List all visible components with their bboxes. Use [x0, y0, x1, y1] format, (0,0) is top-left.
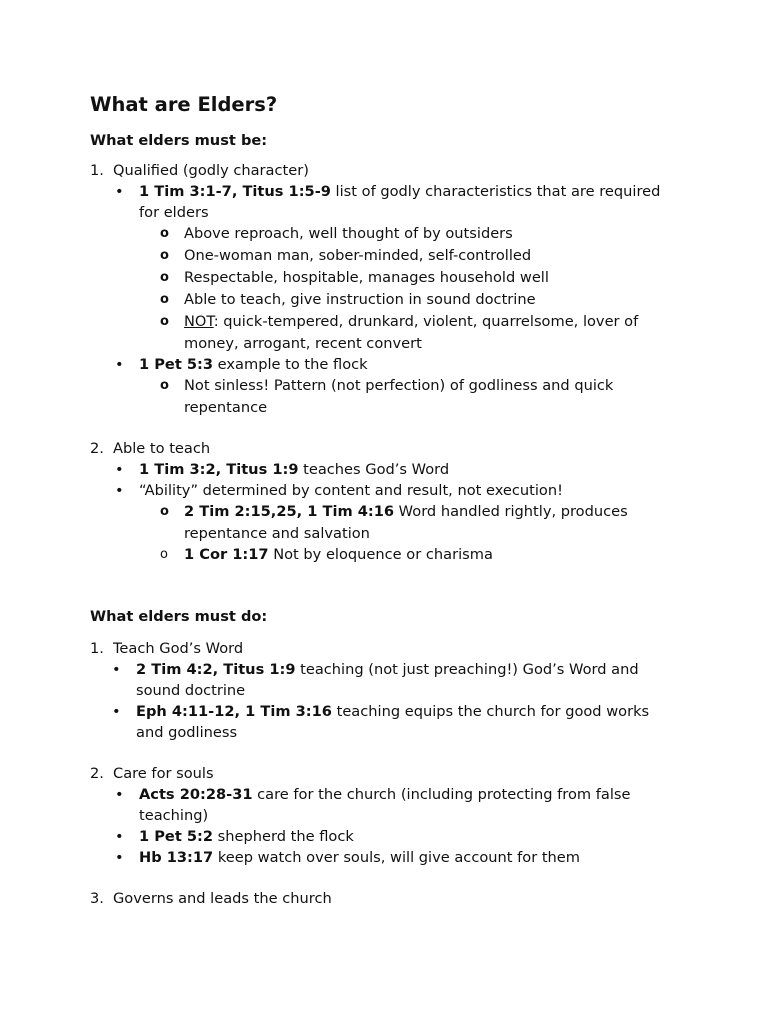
sub-bullet-marker: o: [160, 314, 169, 329]
scripture-reference: 1 Pet 5:2: [139, 828, 214, 845]
bullet-text: [139, 181, 660, 202]
bullet-text-continued: teaching): [139, 807, 209, 824]
sub-bullet-text-segment: : quick-tempered, drunkard, violent, quarrelsome, lover of: [213, 313, 639, 330]
scripture-reference: 1 Cor 1:17: [184, 546, 269, 563]
page-title: What are Elders?: [90, 93, 278, 116]
bullet-marker: •: [112, 661, 121, 678]
bullet-text-segment: teaches God’s Word: [298, 461, 450, 478]
scripture-reference: 1 Pet 5:3: [139, 356, 214, 373]
bullet-marker: •: [115, 356, 124, 373]
bullet-text: [136, 659, 639, 680]
list-number: 1.: [90, 640, 104, 657]
sub-bullet-text: Able to teach, give instruction in sound doctrine: [184, 291, 536, 308]
list-item-label: Governs and leads the church: [113, 890, 332, 907]
bullet-text: [139, 847, 580, 868]
bullet-text: [139, 354, 368, 375]
section-heading-must-be: What elders must be:: [90, 132, 268, 149]
sub-bullet-text: One-woman man, sober-minded, self-controlled: [184, 247, 532, 264]
list-item-label: Care for souls: [113, 765, 214, 782]
sub-bullet-marker: o: [160, 504, 169, 519]
bullet-text-continued: and godliness: [136, 724, 238, 741]
list-number: 2.: [90, 765, 104, 782]
bullet-marker: •: [112, 703, 121, 720]
sub-bullet-marker-open: o: [160, 547, 168, 562]
bullet-marker: •: [115, 849, 124, 866]
bullet-marker: •: [115, 786, 124, 803]
scripture-reference: 1 Tim 3:2, Titus 1:9: [139, 461, 299, 478]
sub-bullet-text-continued: repentance and salvation: [184, 525, 370, 542]
bullet-text-segment: care for the church (including protecting from false: [252, 786, 631, 803]
sub-bullet-marker: o: [160, 378, 169, 393]
scripture-reference: Eph 4:11-12, 1 Tim 3:16: [136, 703, 332, 720]
bullet-text-segment: teaching (not just preaching!) God’s Word and: [295, 661, 639, 678]
sub-bullet-marker: o: [160, 270, 169, 285]
scripture-reference: Hb 13:17: [139, 849, 214, 866]
sub-bullet-marker: o: [160, 292, 169, 307]
bullet-text: [139, 826, 354, 847]
sub-bullet-text: Respectable, hospitable, manages household well: [184, 269, 549, 286]
scripture-reference: 2 Tim 4:2, Titus 1:9: [136, 661, 296, 678]
sub-bullet-text: Not sinless! Pattern (not perfection) of godliness and quick: [184, 377, 614, 394]
bullet-text-segment: list of godly characteristics that are required: [330, 183, 661, 200]
sub-bullet-text-continued: repentance: [184, 399, 268, 416]
list-number: 2.: [90, 440, 104, 457]
sub-bullet-text: Above reproach, well thought of by outsiders: [184, 225, 513, 242]
sub-bullet-marker: o: [160, 226, 169, 241]
sub-bullet-text-segment: Word handled rightly, produces: [394, 503, 628, 520]
bullet-text-segment: teaching equips the church for good works: [331, 703, 650, 720]
sub-bullet-text-continued: money, arrogant, recent convert: [184, 335, 422, 352]
bullet-marker: •: [115, 482, 124, 499]
list-number: 3.: [90, 890, 104, 907]
sub-bullet-text: [184, 311, 638, 332]
section-heading-must-do: What elders must do:: [90, 608, 268, 625]
bullet-text: [139, 784, 630, 805]
sub-bullet-text-segment: Not by eloquence or charisma: [268, 546, 493, 563]
bullet-marker: •: [115, 183, 124, 200]
bullet-text-segment: keep watch over souls, will give account for them: [213, 849, 581, 866]
bullet-text-continued: for elders: [139, 204, 209, 221]
list-item-label: Able to teach: [113, 440, 211, 457]
bullet-text: [136, 701, 649, 722]
bullet-text: [139, 459, 449, 480]
bullet-text-continued: sound doctrine: [136, 682, 246, 699]
bullet-marker: •: [115, 828, 124, 845]
list-item-label: Teach God’s Word: [113, 640, 244, 657]
emphasis-underlined: NOT: [184, 313, 214, 330]
scripture-reference: 1 Tim 3:1-7, Titus 1:5-9: [139, 183, 331, 200]
bullet-text-segment: shepherd the flock: [213, 828, 354, 845]
list-number: 1.: [90, 162, 104, 179]
list-item-label: Qualified (godly character): [113, 162, 309, 179]
bullet-text: “Ability” determined by content and result, not execution!: [139, 482, 563, 499]
scripture-reference: Acts 20:28-31: [139, 786, 253, 803]
scripture-reference: 2 Tim 2:15,25, 1 Tim 4:16: [184, 503, 395, 520]
sub-bullet-text: [184, 501, 628, 522]
bullet-marker: •: [115, 461, 124, 478]
sub-bullet-text: [184, 544, 493, 565]
sub-bullet-marker: o: [160, 248, 169, 263]
bullet-text-segment: example to the flock: [213, 356, 368, 373]
